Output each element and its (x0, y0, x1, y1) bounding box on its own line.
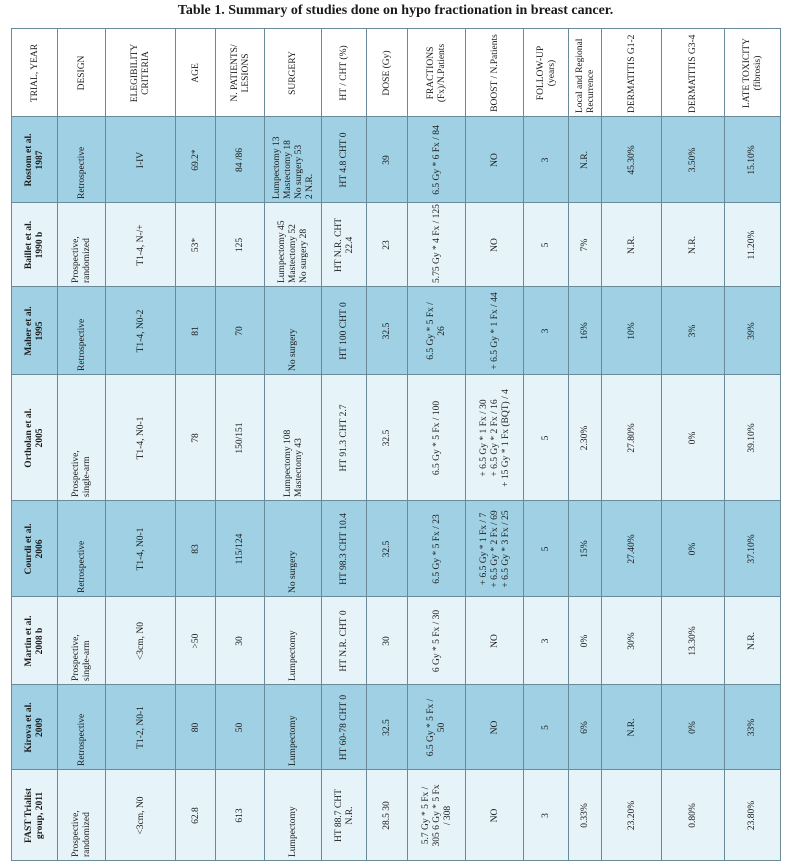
cell-late (725, 770, 780, 860)
cell-trial (12, 117, 58, 202)
cell-text: + 6.5 Gy * 1 Fx / 7 + 6.5 Gy * 2 Fx / 69 + 6.5 Gy * 3 Fx / 25 (478, 510, 511, 588)
cell-dose (367, 287, 408, 374)
table-title: Table 1. Summary of studies done on hypo fractionation in breast cancer. (177, 3, 614, 18)
header-cell-boost (466, 29, 524, 116)
cell-text: NO (489, 720, 500, 735)
cell-text: T1-2, N0-1 (135, 706, 146, 749)
cell-text: 5 (541, 546, 551, 552)
cell-text: 45.30% (626, 145, 637, 175)
column-header-label: ELEGIBILITY CRITERIA (130, 43, 151, 103)
cell-text: 16% (580, 322, 590, 340)
cell-trial (12, 770, 58, 860)
cell-patients (216, 203, 265, 286)
cell-age (176, 375, 216, 500)
cell-text: HT 91.3 CHT 2.7 (339, 404, 349, 472)
cell-text: 78 (190, 433, 201, 443)
cell-text: <3cm, N0 (135, 621, 146, 661)
cell-boost (466, 203, 524, 286)
cell-text: 13.30% (688, 626, 698, 656)
cell-text: N.R. (688, 236, 698, 254)
cell-text: Lumpectomy 45 Mastectomy 52 No surgery 28 (277, 220, 309, 283)
cell-trial (12, 685, 58, 769)
cell-derm12 (602, 597, 662, 684)
cell-text: Baillet et al. 1990 b (24, 220, 45, 270)
cell-text: 69.2* (190, 149, 201, 171)
cell-fractions (408, 117, 466, 202)
cell-text: Lumpectomy 13 Mastectomy 18 No surgery 53 2 N.R. (271, 136, 315, 199)
column-header-label: SURGERY (288, 51, 298, 95)
cell-text: + 6.5 Gy * 1 Fx / 30 + 6.5 Gy * 2 Fx / 16 + 15 Gy * 1 Fx (BQT) / 4 (478, 389, 511, 487)
cell-text: Lumpectomy 108 Mastectomy 43 (282, 429, 304, 497)
cell-late (725, 597, 780, 684)
cell-text: 30 (235, 636, 245, 646)
cell-derm34 (662, 203, 725, 286)
column-header-label: TRIAL, YEAR (29, 43, 40, 103)
cell-text: N.R. (626, 718, 637, 737)
cell-surgery (265, 597, 322, 684)
cell-followup (524, 287, 569, 374)
cell-text: 83 (190, 544, 201, 554)
cell-text: NO (489, 634, 500, 648)
cell-followup (524, 770, 569, 860)
column-header-label: DESIGN (76, 55, 87, 91)
cell-dose (367, 203, 408, 286)
table-row (12, 685, 780, 770)
column-header-label: FRACTIONS (Fx)/N.Patients (426, 43, 447, 103)
cell-text: 3 (541, 157, 551, 163)
cell-text: 5 (541, 242, 551, 248)
cell-eligibility (106, 375, 176, 500)
cell-eligibility (106, 287, 176, 374)
column-header-label: Local and Regional Recurrence (574, 38, 596, 113)
cell-local (569, 597, 602, 684)
cell-text: 30% (626, 632, 637, 650)
cell-text: 5.7 Gy * 5 Fx / 305 6 Gy * 5 Fx / 308 (420, 784, 453, 847)
header-cell-followup (524, 29, 569, 116)
cell-text: 3 (541, 638, 551, 644)
cell-derm34 (662, 287, 725, 374)
cell-derm34 (662, 597, 725, 684)
header-cell-eligibility (106, 29, 176, 116)
cell-derm12 (602, 287, 662, 374)
column-header-label: FOLLOW-UP (years) (535, 45, 557, 101)
header-cell-derm12 (602, 29, 662, 116)
cell-surgery (265, 685, 322, 769)
cell-eligibility (106, 117, 176, 202)
cell-age (176, 501, 216, 596)
cell-ht (322, 770, 367, 860)
cell-text: HT 88.7 CHT N.R. (333, 789, 355, 842)
cell-text: 6% (580, 721, 590, 734)
cell-local (569, 117, 602, 202)
cell-text: 81 (190, 326, 201, 336)
cell-text: T1-4, N-/+ (135, 224, 146, 266)
cell-fractions (408, 597, 466, 684)
cell-text: Retrospective (76, 540, 87, 593)
cell-design (58, 117, 106, 202)
cell-fractions (408, 770, 466, 860)
cell-text: T1-4, N0-1 (135, 527, 146, 571)
column-header-label: BOOST / N.Patients (489, 34, 500, 112)
column-header-label: LATE TOXICITY (fibrosis) (741, 37, 763, 109)
cell-fractions (408, 287, 466, 374)
header-cell-late (725, 29, 780, 116)
cell-derm12 (602, 501, 662, 596)
cell-text: 5.75 Gy * 4 Fx / 125 (431, 204, 442, 283)
cell-age (176, 770, 216, 860)
cell-derm34 (662, 501, 725, 596)
cell-ht (322, 375, 367, 500)
cell-text: 32.5 (382, 429, 392, 447)
table-row (12, 501, 780, 597)
cell-text: No surgery (288, 550, 298, 593)
cell-derm12 (602, 117, 662, 202)
cell-followup (524, 597, 569, 684)
cell-surgery (265, 375, 322, 500)
cell-text: 53* (190, 237, 201, 253)
cell-ht (322, 501, 367, 596)
header-cell-dose (367, 29, 408, 116)
cell-trial (12, 501, 58, 596)
header-cell-derm34 (662, 29, 725, 116)
cell-text: Retrospective (76, 713, 87, 766)
cell-text: Lumpectomy (288, 630, 298, 681)
cell-text: 27.80% (626, 423, 637, 453)
cell-text: 32.5 (382, 540, 392, 558)
cell-derm34 (662, 685, 725, 769)
cell-boost (466, 770, 524, 860)
cell-text: 6.5 Gy * 6 Fx / 84 (431, 125, 442, 195)
cell-boost (466, 287, 524, 374)
column-header-label: HT / CHT (%) (339, 45, 349, 101)
column-header-label: DERMATITIS G3-4 (688, 34, 698, 113)
table-header-row (12, 29, 780, 117)
cell-text: + 6.5 Gy * 1 Fx / 44 (489, 292, 500, 370)
cell-text: HT 4.8 CHT 0 (339, 132, 349, 188)
cell-design (58, 597, 106, 684)
cell-boost (466, 685, 524, 769)
header-cell-design (58, 29, 106, 116)
cell-text: 84 /86 (235, 148, 245, 173)
cell-patients (216, 117, 265, 202)
cell-boost (466, 501, 524, 596)
cell-text: T1-4, N0-1 (135, 416, 146, 460)
cell-text: 11.20% (747, 230, 757, 260)
cell-text: 2.30% (580, 425, 590, 451)
cell-text: 6.5 Gy * 5 Fx / 100 (431, 400, 442, 476)
cell-late (725, 117, 780, 202)
cell-local (569, 770, 602, 860)
table-row (12, 203, 780, 287)
cell-text: Prospective, randomized (71, 236, 92, 283)
cell-surgery (265, 117, 322, 202)
cell-boost (466, 597, 524, 684)
cell-text: Kirova et al. 2009 (24, 702, 45, 753)
cell-text: 3.50% (688, 147, 698, 173)
cell-followup (524, 117, 569, 202)
cell-fractions (408, 501, 466, 596)
cell-text: 62.8 (190, 807, 201, 824)
cell-text: >50 (190, 633, 201, 649)
cell-text: 3% (688, 324, 698, 338)
cell-text: Rostom et al. 1987 (24, 133, 45, 187)
cell-text: NO (489, 153, 500, 167)
cell-text: 50 (235, 722, 245, 733)
cell-text: 39.10% (747, 423, 757, 453)
cell-text: 28.5 30 (382, 801, 392, 830)
header-cell-patients (216, 29, 265, 116)
header-cell-ht (322, 29, 367, 116)
cell-text: HT 98.3 CHT 10.4 (339, 513, 349, 585)
cell-text: 5 (541, 435, 551, 441)
cell-age (176, 203, 216, 286)
cell-text: 27.40% (626, 534, 637, 564)
column-header-label: N. PATIENTS/ LESIONS (229, 44, 251, 102)
cell-surgery (265, 770, 322, 860)
cell-followup (524, 375, 569, 500)
cell-text: 6.5 Gy * 5 Fx / 23 (431, 514, 442, 584)
cell-text: 15% (580, 540, 590, 558)
cell-fractions (408, 203, 466, 286)
cell-design (58, 501, 106, 596)
cell-eligibility (106, 597, 176, 684)
column-header-label: DOSE (Gy) (382, 50, 392, 96)
cell-ht (322, 203, 367, 286)
cell-late (725, 203, 780, 286)
cell-local (569, 203, 602, 286)
cell-text: Prospective, randomized (71, 810, 92, 857)
table-row (12, 375, 780, 501)
cell-dose (367, 117, 408, 202)
cell-design (58, 770, 106, 860)
cell-text: 0% (688, 431, 698, 445)
cell-surgery (265, 287, 322, 374)
cell-text: Lumpectomy (288, 715, 298, 766)
cell-text: 30 (382, 636, 392, 646)
cell-trial (12, 203, 58, 286)
cell-ht (322, 685, 367, 769)
cell-surgery (265, 203, 322, 286)
cell-followup (524, 685, 569, 769)
cell-ht (322, 287, 367, 374)
cell-text: Maher et al. 1995 (24, 306, 45, 356)
cell-text: N.R. (747, 632, 757, 650)
cell-text: HT 60-78 CHT 0 (339, 694, 349, 761)
cell-text: 0% (688, 721, 698, 734)
cell-dose (367, 770, 408, 860)
cell-ht (322, 597, 367, 684)
cell-text: 6.5 Gy * 5 Fx / 50 (426, 698, 447, 757)
cell-followup (524, 203, 569, 286)
cell-age (176, 597, 216, 684)
cell-text: 37.10% (747, 534, 757, 564)
cell-late (725, 685, 780, 769)
cell-ht (322, 117, 367, 202)
cell-text: 32.5 (382, 322, 392, 340)
header-cell-fractions (408, 29, 466, 116)
cell-design (58, 685, 106, 769)
cell-text: 15.10% (747, 145, 757, 175)
cell-local (569, 685, 602, 769)
cell-text: 3 (541, 813, 551, 818)
cell-text: FAST Trialist group, 2011 (24, 788, 45, 843)
cell-text: Courdi et al. 2006 (24, 523, 45, 575)
cell-design (58, 375, 106, 500)
cell-age (176, 287, 216, 374)
table-row (12, 770, 780, 861)
cell-text: HT N.R. CHT 0 (339, 610, 349, 672)
cell-text: 0% (580, 634, 590, 648)
cell-text: 613 (235, 808, 245, 823)
cell-text: I-IV (135, 151, 146, 169)
cell-text: 5 (541, 725, 551, 730)
cell-text: 10% (626, 322, 637, 340)
cell-text: No surgery (288, 328, 298, 371)
cell-derm12 (602, 770, 662, 860)
cell-eligibility (106, 203, 176, 286)
cell-text: T1-4, N0-2 (135, 309, 146, 353)
studies-table (11, 28, 781, 861)
cell-text: 33% (747, 718, 757, 737)
cell-late (725, 375, 780, 500)
cell-derm34 (662, 375, 725, 500)
header-cell-trial (12, 29, 58, 116)
column-header-label: AGE (190, 63, 201, 83)
cell-text: HT N.R. CHT 22.4 (333, 217, 355, 273)
cell-text: Prospective, single-arm (71, 450, 92, 497)
cell-design (58, 203, 106, 286)
cell-text: Martin et al. 2008 b (24, 615, 45, 667)
cell-text: Ortholan et al. 2005 (24, 408, 45, 468)
cell-text: 6.5 Gy * 5 Fx / 26 (426, 302, 447, 360)
cell-text: NO (489, 238, 500, 252)
cell-late (725, 287, 780, 374)
table-row (12, 117, 780, 203)
cell-followup (524, 501, 569, 596)
cell-trial (12, 375, 58, 500)
cell-derm12 (602, 203, 662, 286)
cell-patients (216, 287, 265, 374)
cell-patients (216, 501, 265, 596)
cell-boost (466, 375, 524, 500)
cell-age (176, 685, 216, 769)
cell-text: 80 (190, 722, 201, 733)
cell-derm12 (602, 685, 662, 769)
cell-text: Retrospective (76, 318, 87, 371)
cell-eligibility (106, 501, 176, 596)
table-row (12, 287, 780, 375)
cell-text: Retrospective (76, 146, 87, 199)
cell-late (725, 501, 780, 596)
cell-eligibility (106, 685, 176, 769)
cell-design (58, 287, 106, 374)
cell-eligibility (106, 770, 176, 860)
cell-dose (367, 597, 408, 684)
cell-text: NO (489, 808, 500, 823)
cell-fractions (408, 375, 466, 500)
cell-patients (216, 597, 265, 684)
cell-fractions (408, 685, 466, 769)
cell-text: 32.5 (382, 719, 392, 736)
cell-patients (216, 685, 265, 769)
header-cell-local (569, 29, 602, 116)
cell-text: 0% (688, 542, 698, 556)
cell-trial (12, 597, 58, 684)
cell-derm34 (662, 770, 725, 860)
header-cell-surgery (265, 29, 322, 116)
cell-derm34 (662, 117, 725, 202)
cell-text: 23.20% (626, 800, 637, 831)
cell-derm12 (602, 375, 662, 500)
cell-text: 70 (235, 326, 245, 336)
cell-text: 7% (580, 238, 590, 252)
header-cell-age (176, 29, 216, 116)
cell-text: 6 Gy * 5 Fx / 30 (431, 609, 442, 673)
cell-text: 39 (382, 155, 392, 165)
cell-text: Prospective, single-arm (71, 634, 92, 681)
cell-local (569, 501, 602, 596)
cell-patients (216, 770, 265, 860)
table-row (12, 597, 780, 685)
cell-dose (367, 375, 408, 500)
cell-text: 0.33% (580, 803, 590, 828)
cell-text: 39% (747, 322, 757, 340)
cell-text: 23 (382, 240, 392, 250)
cell-text: 3 (541, 328, 551, 334)
cell-boost (466, 117, 524, 202)
cell-text: <3cm, N0 (135, 796, 146, 835)
cell-text: 115/124 (235, 533, 245, 565)
cell-age (176, 117, 216, 202)
cell-text: 0.80% (688, 803, 698, 828)
cell-local (569, 287, 602, 374)
cell-text: Lumpectomy (288, 806, 298, 857)
cell-patients (216, 375, 265, 500)
cell-text: N.R. (580, 151, 590, 169)
cell-text: HT 100 CHT 0 (339, 302, 349, 360)
cell-text: 125 (235, 237, 245, 253)
cell-dose (367, 685, 408, 769)
cell-local (569, 375, 602, 500)
cell-trial (12, 287, 58, 374)
cell-text: 150/151 (235, 422, 245, 454)
column-header-label: DERMATITIS G1-2 (626, 34, 637, 113)
cell-surgery (265, 501, 322, 596)
cell-text: N.R. (626, 236, 637, 254)
cell-dose (367, 501, 408, 596)
cell-text: 23.80% (747, 800, 757, 831)
